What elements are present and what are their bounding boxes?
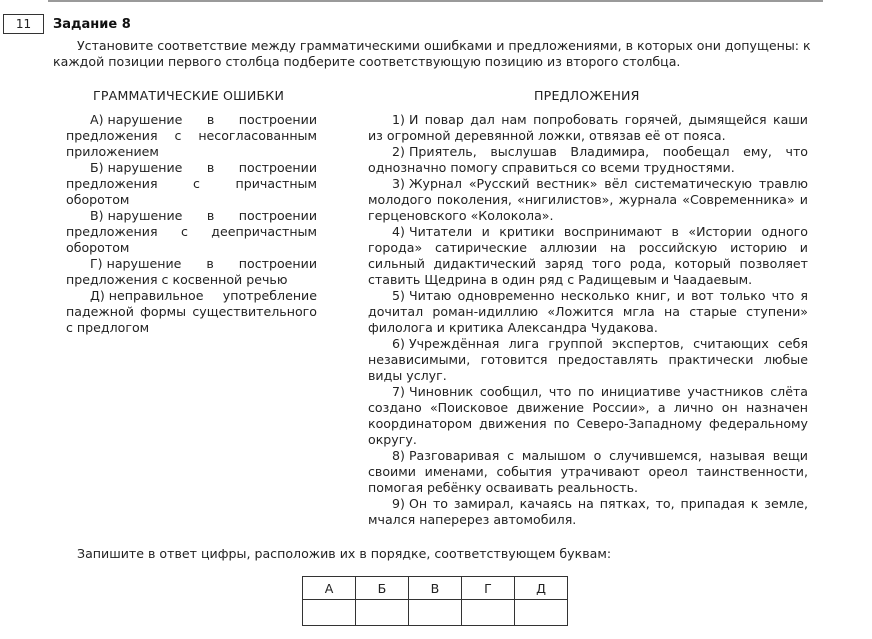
- error-label: В): [90, 208, 104, 223]
- sentence-item-2: [368, 144, 808, 176]
- sentence-item-8: [368, 448, 808, 496]
- sentence-text: Чиновник сообщил, что по инициативе участников слёта создано «Поисковое движение России», а лично он назначен координатором движения по Северо-Западному федеральному округу.: [368, 384, 808, 447]
- answer-prompt: Запишите в ответ цифры, расположив их в порядке, соответствующем буквам:: [77, 546, 612, 561]
- error-text: неправильное употребление падежной формы существительного с предлогом: [66, 288, 317, 335]
- sentence-label: 3): [392, 176, 405, 191]
- sentence-label: 5): [392, 288, 405, 303]
- answer-letters-row: [303, 577, 568, 600]
- error-text: нарушение в построении предложения с причастным оборотом: [66, 160, 317, 207]
- sentence-item-5: [368, 288, 808, 336]
- sentence-item-3: [368, 176, 808, 224]
- answer-letter-v: В: [409, 577, 462, 600]
- error-label: Б): [90, 160, 104, 175]
- sentence-text: И повар дал нам попробовать горячей, дымящейся каши из огромной деревянной ложки, отвязав её от пояса.: [368, 112, 808, 143]
- errors-column-header: ГРАММАТИЧЕСКИЕ ОШИБКИ: [93, 88, 285, 103]
- sentence-item-1: [368, 112, 808, 144]
- error-item-v: [66, 208, 317, 256]
- sentence-label: 9): [392, 496, 405, 511]
- answer-letter-a: А: [303, 577, 356, 600]
- sentence-item-9: [368, 496, 808, 528]
- answer-letter-b: Б: [356, 577, 409, 600]
- sentence-label: 6): [392, 336, 405, 351]
- error-item-g: [66, 256, 317, 288]
- error-label: Г): [90, 256, 103, 271]
- error-label: Д): [90, 288, 105, 303]
- sentence-item-7: [368, 384, 808, 448]
- sentence-label: 4): [392, 224, 405, 239]
- answer-cell-a[interactable]: [303, 600, 356, 626]
- answer-cell-v[interactable]: [409, 600, 462, 626]
- sentence-text: Читаю одновременно несколько книг, и вот только что я дочитал роман-идиллию «Ложится мгла на старые ступени» филолога и критика Александра Чудакова.: [368, 288, 808, 335]
- answer-letter-d: Д: [515, 577, 568, 600]
- error-item-d: [66, 288, 317, 336]
- answer-cell-d[interactable]: [515, 600, 568, 626]
- sentence-text: Читатели и критики воспринимают в «Истории одного города» сатирические аллюзии на российскую историю и сильный дидактический заряд того рода, который позволяет ставить Щедрина в один ряд с Радищевым и Чаадаевым.: [368, 224, 808, 287]
- sentence-text: Учреждённая лига группой экспертов, считающих себя независимыми, готовится предоставлять практически любые виды услуг.: [368, 336, 808, 383]
- answer-table: [302, 576, 568, 626]
- answer-cell-g[interactable]: [462, 600, 515, 626]
- answer-cell-b[interactable]: [356, 600, 409, 626]
- sentence-label: 8): [392, 448, 405, 463]
- task-number-box: 11: [3, 14, 44, 34]
- error-text: нарушение в построении предложения с косвенной речью: [66, 256, 317, 287]
- sentence-text: Приятель, выслушав Владимира, пообещал ему, что однозначно помогу справиться со всеми трудностями.: [368, 144, 808, 175]
- sentence-text: Разговаривая с малышом о случившемся, называя вещи своими именами, события утрачивают ореол таинственности, помогая ребёнку осваивать реальность.: [368, 448, 808, 495]
- top-divider: [48, 0, 823, 2]
- answer-letter-g: Г: [462, 577, 515, 600]
- error-text: нарушение в построении предложения с несогласованным приложением: [66, 112, 317, 159]
- sentence-text: Журнал «Русский вестник» вёл систематическую травлю молодого поколения, «нигилистов», журнала «Современника» и герценовского «Колокола».: [368, 176, 808, 223]
- error-item-a: [66, 112, 317, 160]
- sentence-text: Он то замирал, качаясь на пятках, то, припадая к земле, мчался наперерез автомобиля.: [368, 496, 808, 527]
- sentence-label: 1): [392, 112, 405, 127]
- error-item-b: [66, 160, 317, 208]
- task-instructions: Установите соответствие между грамматическими ошибками и предложениями, в которых они допущены: к каждой позиции первого столбца подберите соответствующую позицию из второго столбца.: [53, 38, 811, 69]
- sentence-item-4: [368, 224, 808, 288]
- sentence-label: 7): [392, 384, 405, 399]
- sentence-item-6: [368, 336, 808, 384]
- sentences-list: [368, 112, 808, 528]
- error-label: А): [90, 112, 104, 127]
- task-title: Задание 8: [53, 17, 131, 32]
- sentence-label: 2): [392, 144, 405, 159]
- error-text: нарушение в построении предложения с деепричастным оборотом: [66, 208, 317, 255]
- sentences-column-header: ПРЕДЛОЖЕНИЯ: [534, 88, 640, 103]
- errors-list: [66, 112, 317, 336]
- answer-input-row: [303, 600, 568, 626]
